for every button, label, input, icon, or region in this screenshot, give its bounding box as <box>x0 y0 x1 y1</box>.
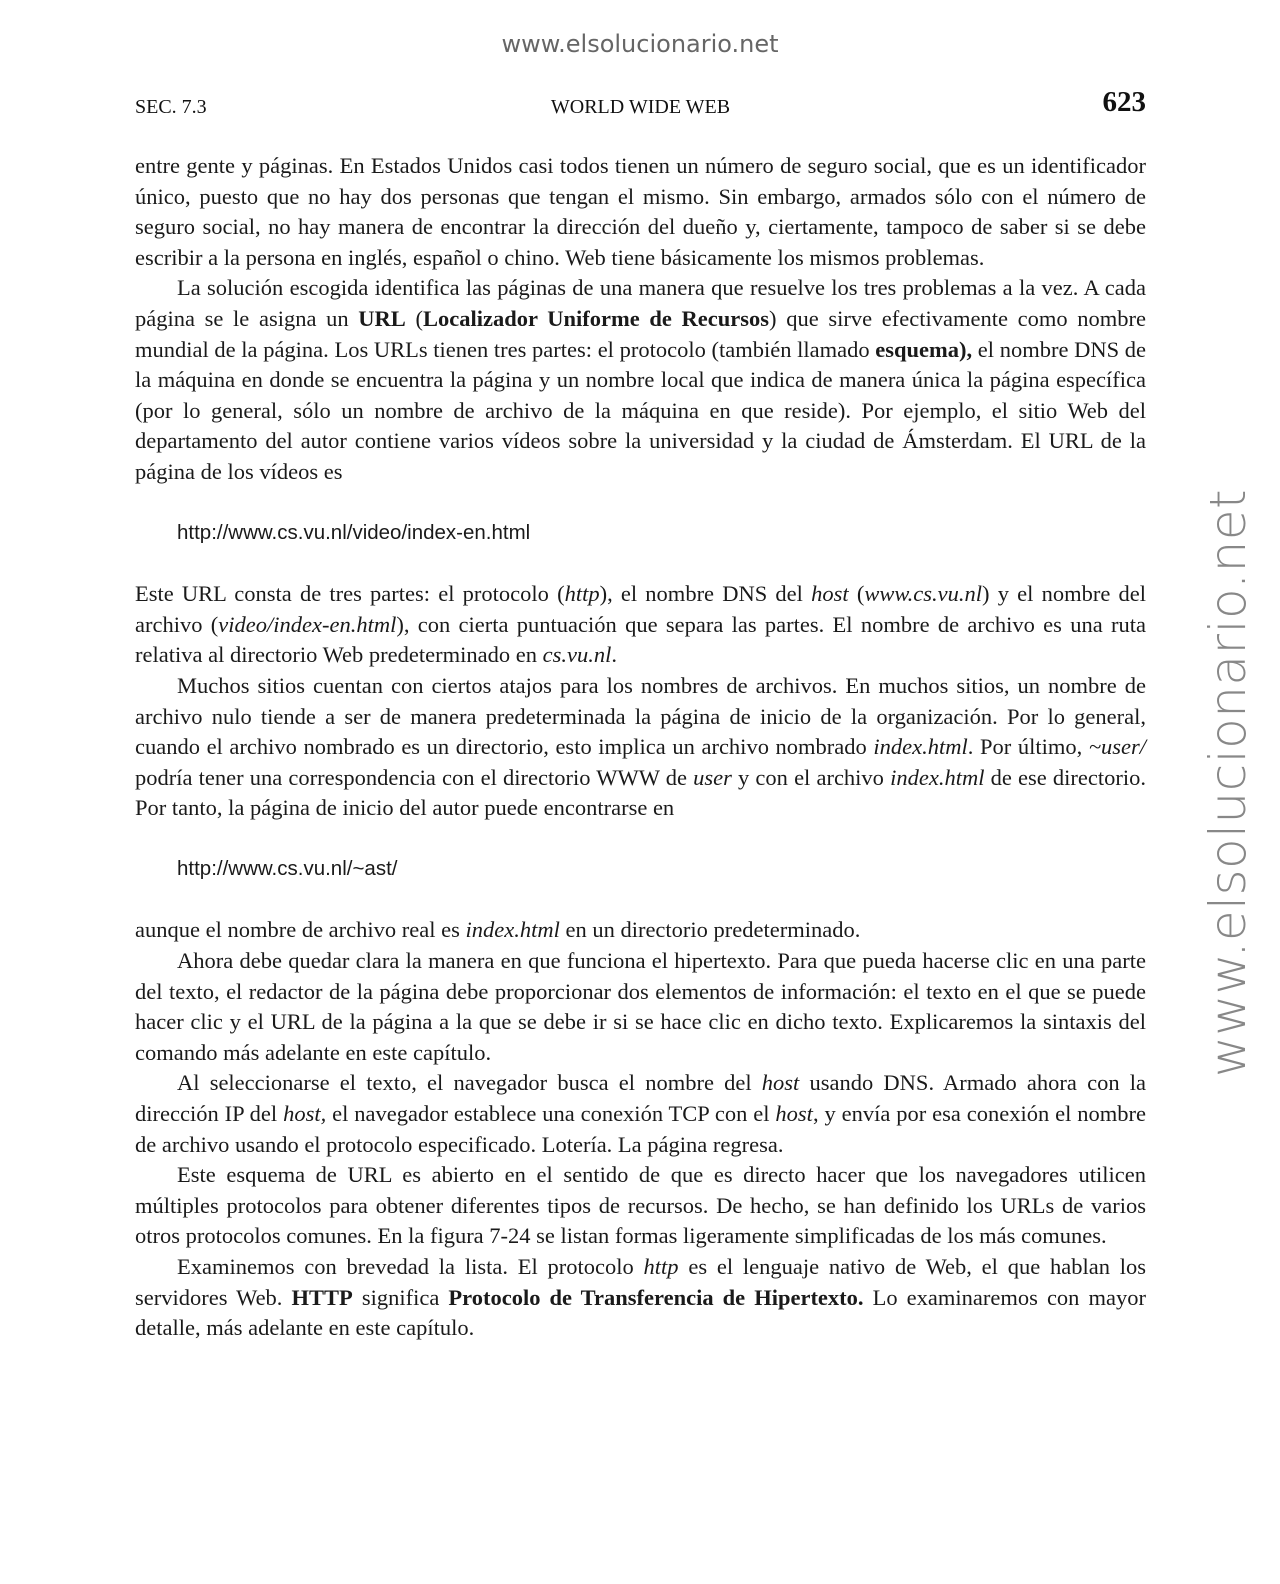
text: , y envía por esa conexión el nombre de archivo usando el protocolo especificado. Lotería. La página regresa. <box>135 1101 1147 1157</box>
body-text <box>135 151 1146 1344</box>
paragraph-4 <box>135 671 1146 824</box>
italic-term: host, <box>283 1101 327 1127</box>
italic-term: host <box>811 581 849 607</box>
italic-term: ~user/ <box>1088 734 1146 760</box>
text: es el lenguaje nativo de Web, el que hablan los servidores Web. <box>135 1254 1146 1310</box>
text: Examinemos con brevedad la lista. El protocolo <box>177 1254 644 1279</box>
text: entre gente y páginas. En Estados Unidos casi todos tienen un número de seguro social, que es un identificador único, puesto que no hay dos personas que tengan el mismo. Sin embargo, armados sólo con el número de seguro social, no hay manera de encontrar la dirección del dueño y, ciertamente, tampoco de saber si se debe escribir a la persona en inglés, español o chino. Web tiene básicamente los mismos problemas. <box>135 153 1146 270</box>
italic-term: cs.vu.nl <box>542 642 612 668</box>
italic-term: index.html <box>873 734 968 760</box>
text: y con el archivo <box>731 764 891 790</box>
text: La solución escogida identifica las páginas de una manera que resuelve los tres problemas a la vez. A cada página se le asigna un <box>135 275 1146 331</box>
text: usando DNS. Armado ahora con la dirección IP del <box>135 1070 1146 1127</box>
chapter-title: WORLD WIDE WEB <box>550 96 731 118</box>
paragraph-2 <box>135 273 1146 487</box>
term-http: HTTP <box>291 1284 353 1310</box>
italic-term: video/index-en.html <box>218 611 397 637</box>
italic-term: host <box>775 1101 813 1127</box>
text: en un directorio predeterminado. <box>559 917 861 943</box>
text: . Por último, <box>967 734 1089 760</box>
text: Al seleccionarse el texto, el navegador busca el nombre del <box>177 1070 762 1096</box>
text: Lo examinaremos con mayor detalle, más adelante en este capítulo. <box>135 1284 1146 1341</box>
text: . <box>611 642 617 668</box>
text: Muchos sitios cuentan con ciertos atajos para los nombres de archivos. En muchos sitios, un nombre de archivo nulo tiende a ser de manera predeterminada la página de inicio de la organización. Por lo general, cuando el archivo nombrado es un directorio, esto implica un archivo nombrado <box>135 672 1146 760</box>
paragraph-3 <box>135 579 1146 671</box>
running-header <box>135 86 1146 128</box>
text: Ahora debe quedar clara la manera en que funciona el hipertexto. Para que pueda hacerse clic en una parte del texto, el redactor de la página debe proporcionar dos elementos de información: el texto en el que se puede hacer clic y el URL de la página a la que se debe ir si se hace clic en dicho texto. Explicaremos la sintaxis del comando más adelante en este capítulo. <box>135 948 1146 1065</box>
text: ), el nombre DNS del <box>599 581 812 607</box>
paragraph-9 <box>135 1252 1146 1344</box>
italic-term: http <box>564 581 600 607</box>
text: ), con cierta puntuación que separa las partes. El nombre de archivo es una ruta relativa al directorio Web predeterminado en <box>135 611 1146 668</box>
text: aunque el nombre de archivo real es <box>135 917 466 943</box>
text: Este URL consta de tres partes: el protocolo ( <box>135 581 565 607</box>
text: de ese directorio. Por tanto, la página de inicio del autor puede encontrarse en <box>135 764 1146 821</box>
text: podría tener una correspondencia con el directorio WWW de <box>135 764 694 790</box>
url-example-1: http://www.cs.vu.nl/video/index-en.html <box>177 520 531 544</box>
paragraph-6 <box>135 946 1146 1068</box>
page-number: 623 <box>1102 86 1146 118</box>
text: el navegador establece una conexión TCP con el <box>326 1101 776 1127</box>
text: ( <box>405 305 423 331</box>
text: Este esquema de URL es abierto en el sentido de que es directo hacer que los navegadores utilicen múltiples protocolos para obtener diferentes tipos de recursos. De hecho, se han definido los URLs de varios otros protocolos comunes. En la figura 7-24 se listan formas ligeramente simplificadas de los más comunes. <box>135 1162 1146 1249</box>
term-url: URL <box>358 305 406 331</box>
italic-term: host <box>761 1070 800 1096</box>
italic-term: www.cs.vu.nl <box>864 581 983 607</box>
term-scheme: esquema), <box>875 336 973 362</box>
italic-term: http <box>643 1254 679 1279</box>
paragraph-8 <box>135 1160 1146 1252</box>
term-http-expansion: Protocolo de Transferencia de Hipertexto. <box>448 1284 864 1310</box>
paragraph-5 <box>135 915 1146 946</box>
text: ( <box>848 581 865 607</box>
paragraph-7 <box>135 1068 1146 1160</box>
watermark-top: www.elsolucionario.net <box>501 30 779 58</box>
paragraph-1 <box>135 151 1146 273</box>
italic-term: index.html <box>465 917 560 943</box>
section-label: SEC. 7.3 <box>135 96 207 118</box>
text: el nombre DNS de la máquina en donde se encuentra la página y un nombre local que indica de manera única la página específica (por lo general, sólo un nombre de archivo de la máquina en que reside). Por ejemplo, el sitio Web del departamento del autor contiene varios vídeos sobre la universidad y la ciudad de Ámsterdam. El URL de la página de los vídeos es <box>135 336 1146 484</box>
italic-term: user <box>693 764 732 790</box>
italic-term: index.html <box>890 764 985 790</box>
url-example-2: http://www.cs.vu.nl/~ast/ <box>177 856 398 880</box>
text: ) que sirve efectivamente como nombre mundial de la página. Los URLs tienen tres partes: el protocolo (también llamado <box>135 305 1146 362</box>
watermark-side: www.elsolucionario.net <box>1199 488 1257 1078</box>
term-url-expansion: Localizador Uniforme de Recursos <box>422 305 770 331</box>
text: ) y el nombre del archivo ( <box>135 581 1146 637</box>
text: significa <box>352 1284 449 1310</box>
